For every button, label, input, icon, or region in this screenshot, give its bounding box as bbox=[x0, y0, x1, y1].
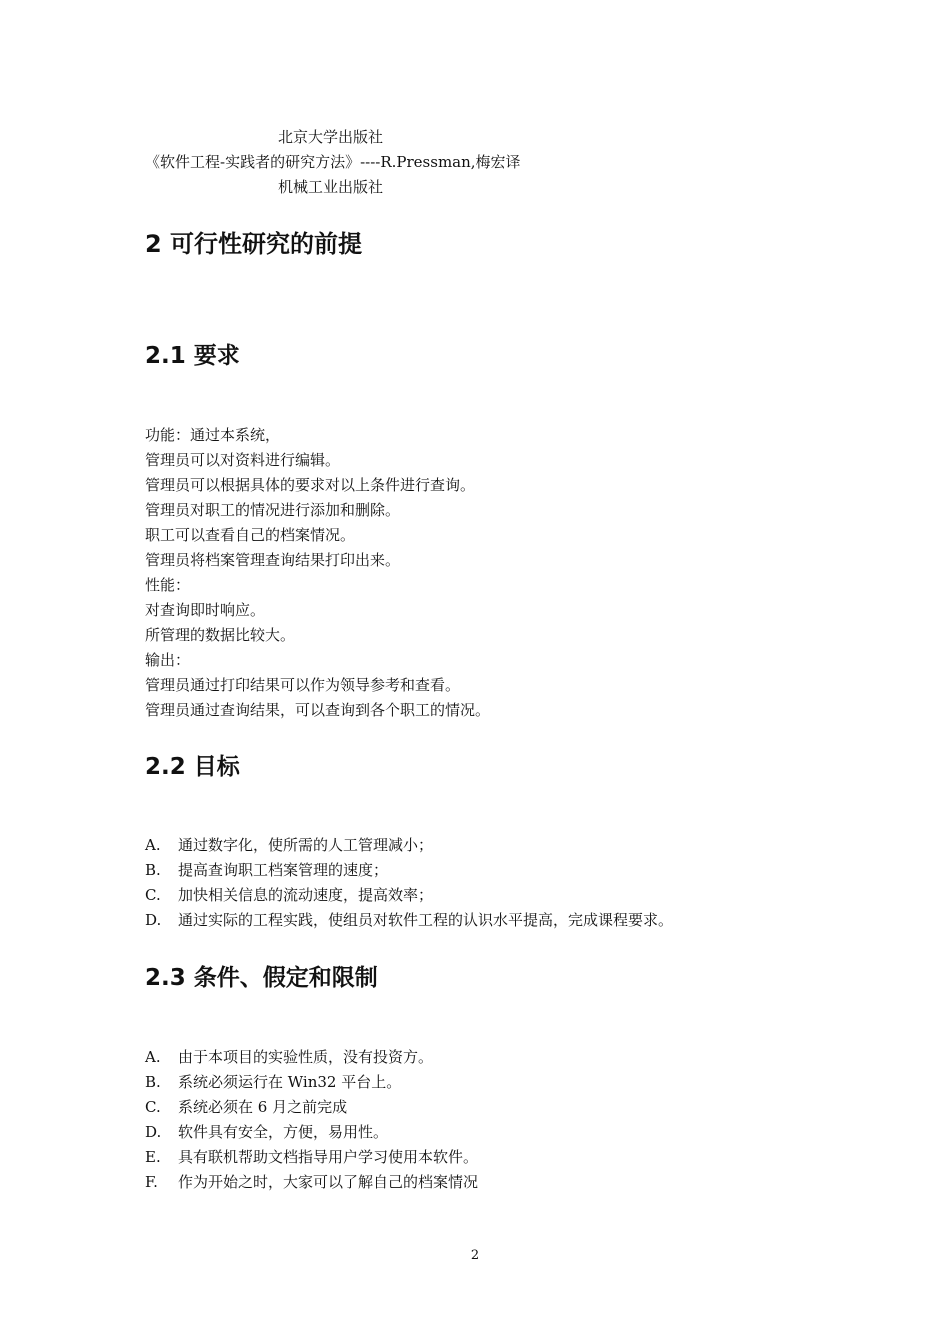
list-item-text: 提高查询职工档案管理的速度； bbox=[178, 861, 389, 879]
section-2-heading: 2 可行性研究的前提 bbox=[145, 230, 363, 258]
section-2-1-heading: 2.1 要求 bbox=[145, 343, 240, 369]
list-marker: C. bbox=[145, 1098, 161, 1116]
goals-list bbox=[145, 833, 673, 933]
section-2-3-heading: 2.3 条件、假定和限制 bbox=[145, 965, 378, 991]
list-item bbox=[145, 883, 673, 908]
list-item-text: 软件具有安全，方便，易用性。 bbox=[178, 1123, 389, 1141]
requirements-line: 管理员可以根据具体的要求对以上条件进行查询。 bbox=[145, 476, 476, 494]
list-marker: B. bbox=[145, 861, 161, 879]
list-marker: A. bbox=[145, 1048, 161, 1066]
requirements-line: 所管理的数据比较大。 bbox=[145, 626, 296, 644]
list-item bbox=[145, 1170, 478, 1195]
list-marker: D. bbox=[145, 1123, 162, 1141]
requirements-paragraph bbox=[145, 423, 490, 723]
list-item bbox=[145, 1070, 478, 1095]
list-marker: B. bbox=[145, 1073, 161, 1091]
list-item bbox=[145, 1045, 478, 1070]
requirements-line: 性能： bbox=[145, 576, 191, 594]
list-item-text: 系统必须在 6 月之前完成 bbox=[178, 1098, 348, 1116]
list-item-text: 由于本项目的实验性质，没有投资方。 bbox=[178, 1048, 434, 1066]
list-item bbox=[145, 1120, 478, 1145]
list-item-text: 通过数字化，使所需的人工管理减小； bbox=[178, 836, 434, 854]
reference-publisher-1: 北京大学出版社 bbox=[278, 128, 384, 146]
list-marker: C. bbox=[145, 886, 161, 904]
list-item bbox=[145, 858, 673, 883]
requirements-line: 管理员将档案管理查询结果打印出来。 bbox=[145, 551, 401, 569]
requirements-line: 管理员对职工的情况进行添加和删除。 bbox=[145, 501, 401, 519]
list-item-text: 具有联机帮助文档指导用户学习使用本软件。 bbox=[178, 1148, 479, 1166]
list-item bbox=[145, 1145, 478, 1170]
requirements-line: 对查询即时响应。 bbox=[145, 601, 266, 619]
list-item-text: 作为开始之时，大家可以了解自己的档案情况 bbox=[178, 1173, 479, 1191]
list-marker: E. bbox=[145, 1148, 161, 1166]
list-item bbox=[145, 833, 673, 858]
reference-book-title: 《软件工程-实践者的研究方法》----R.Pressman,梅宏译 bbox=[145, 153, 521, 171]
list-marker: A. bbox=[145, 836, 161, 854]
list-item bbox=[145, 908, 673, 933]
requirements-line: 管理员通过查询结果，可以查询到各个职工的情况。 bbox=[145, 701, 491, 719]
requirements-line: 输出： bbox=[145, 651, 191, 669]
list-marker: F. bbox=[145, 1173, 158, 1191]
requirements-line: 职工可以查看自己的档案情况。 bbox=[145, 526, 356, 544]
page-number: 2 bbox=[470, 1248, 480, 1263]
requirements-line: 功能：通过本系统， bbox=[145, 426, 281, 444]
requirements-line: 管理员可以对资料进行编辑。 bbox=[145, 451, 341, 469]
list-marker: D. bbox=[145, 911, 162, 929]
list-item-text: 系统必须运行在 Win32 平台上。 bbox=[178, 1073, 402, 1091]
list-item-text: 加快相关信息的流动速度，提高效率； bbox=[178, 886, 434, 904]
list-item-text: 通过实际的工程实践，使组员对软件工程的认识水平提高，完成课程要求。 bbox=[178, 911, 674, 929]
list-item bbox=[145, 1095, 478, 1120]
section-2-2-heading: 2.2 目标 bbox=[145, 754, 240, 780]
constraints-list bbox=[145, 1045, 478, 1195]
reference-publisher-2: 机械工业出版社 bbox=[278, 178, 384, 196]
requirements-line: 管理员通过打印结果可以作为领导参考和查看。 bbox=[145, 676, 461, 694]
